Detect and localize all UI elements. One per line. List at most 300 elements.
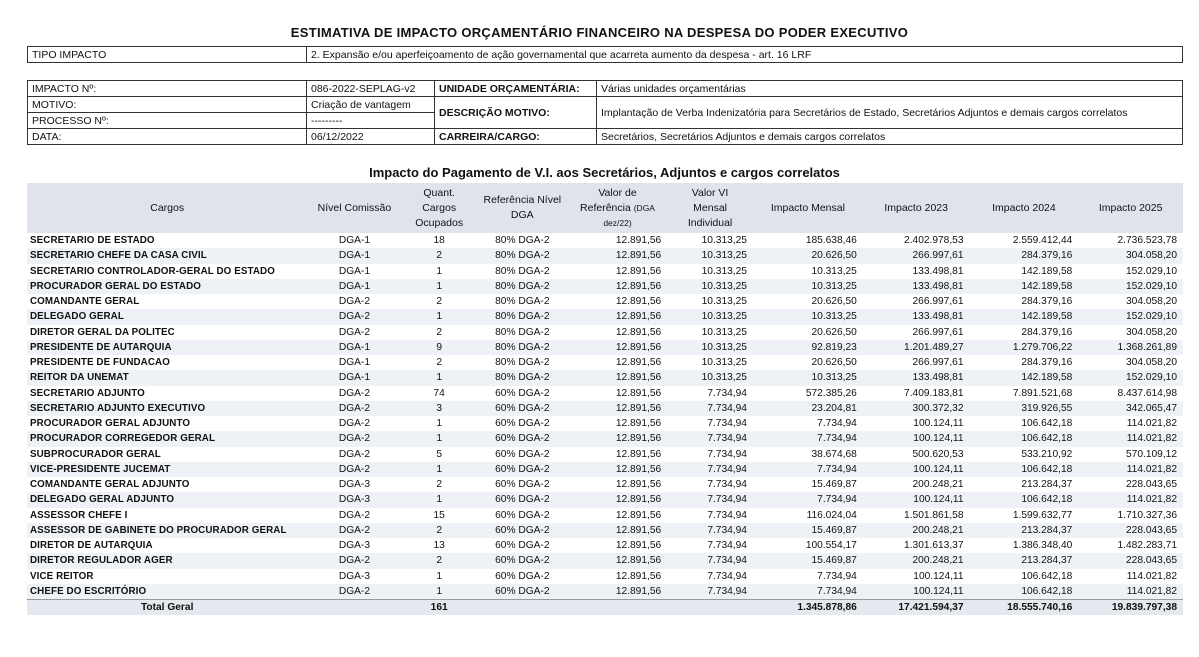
cell-quant: 2 (436, 326, 442, 338)
cell-referencia: 80% DGA-2 (477, 248, 568, 263)
cell-impacto-2023: 1.201.489,27 (863, 340, 970, 355)
cell-impacto-mensal: 7.734,94 (817, 418, 857, 430)
cell-nivel: DGA-1 (338, 357, 370, 369)
cell-valor-referencia: 12.891,56 (615, 509, 662, 521)
cell-impacto-2024: 533.210,92 (1021, 448, 1073, 460)
cell-valor-referencia: 12.891,56 (615, 570, 662, 582)
cell-impacto-2024: 142.189,58 (970, 279, 1079, 294)
section-title: Impacto do Pagamento de V.I. aos Secretários, Adjuntos e cargos correlatos (369, 165, 840, 180)
cell-referencia: 60% DGA-2 (477, 462, 568, 477)
cell-valor-vi: 7.734,94 (667, 401, 753, 416)
table-row (27, 569, 1183, 584)
col-impacto-mensal: Impacto Mensal (753, 183, 863, 233)
cell-impacto-2025: 228.043,65 (1078, 553, 1183, 568)
cell-impacto-2025: 114.021,82 (1126, 570, 1177, 582)
cell-quant: 18 (433, 235, 445, 247)
cell-impacto-2023: 100.124,11 (863, 431, 970, 446)
cell-cargo: SECRETARIO CHEFE DA CASA CIVIL (27, 248, 307, 263)
processo-value: --------- (307, 113, 435, 129)
cell-impacto-2023: 133.498,81 (912, 265, 964, 277)
cell-quant: 1 (402, 462, 477, 477)
cell-impacto-2025: 152.029,10 (1126, 265, 1177, 277)
cell-cargo: PRESIDENTE DE FUNDACAO (30, 357, 170, 369)
cell-impacto-2023: 200.248,21 (863, 523, 970, 538)
cell-cargo: CHEFE DO ESCRITÓRIO (27, 584, 307, 600)
table-row (27, 325, 1183, 340)
cell-impacto-2023: 300.372,32 (863, 401, 970, 416)
cell-impacto-mensal: 7.734,94 (753, 584, 863, 600)
cell-cargo: PRESIDENTE DE AUTARQUIA (27, 340, 307, 355)
cell-referencia: 60% DGA-2 (477, 553, 568, 568)
cell-impacto-mensal: 7.734,94 (817, 570, 857, 582)
cell-valor-vi: 10.313,25 (667, 370, 753, 385)
cell-impacto-2023: 100.124,11 (863, 462, 970, 477)
cell-quant: 2 (436, 296, 442, 308)
cell-impacto-2024: 106.642,18 (970, 462, 1079, 477)
cell-cargo: DIRETOR GERAL DA POLITEC (30, 326, 175, 338)
info-table (27, 80, 1183, 145)
cell-quant: 3 (402, 401, 477, 416)
cell-cargo: ASSESSOR DE GABINETE DO PROCURADOR GERAL (27, 523, 307, 538)
cell-valor-referencia: 12.891,56 (568, 462, 667, 477)
processo-label: PROCESSO Nº: (28, 113, 307, 129)
cell-impacto-2023: 7.409.183,81 (904, 387, 964, 399)
cell-quant: 1 (402, 279, 477, 294)
cell-impacto-2023: 266.997,61 (912, 357, 964, 369)
cell-impacto-2025: 304.058,20 (1126, 357, 1177, 369)
total-quant: 161 (402, 600, 477, 616)
cell-impacto-2023: 1.301.613,37 (904, 540, 964, 552)
carreira-label: CARREIRA/CARGO: (435, 129, 597, 145)
cell-referencia: 80% DGA-2 (495, 265, 550, 277)
cell-impacto-2023: 500.620,53 (912, 448, 964, 460)
cell-valor-vi: 10.313,25 (701, 357, 747, 369)
total-empty-ref (477, 600, 568, 616)
cell-impacto-2023: 100.124,11 (863, 492, 970, 507)
col-quant-line3: Ocupados (415, 216, 464, 229)
col-vi-line3: Individual (687, 216, 733, 229)
cell-impacto-2025: 228.043,65 (1078, 523, 1183, 538)
cell-referencia: 80% DGA-2 (477, 340, 568, 355)
cell-impacto-2024: 1.386.348,40 (1012, 540, 1073, 552)
cell-valor-vi: 7.734,94 (707, 570, 747, 582)
cell-impacto-2025: 228.043,65 (1126, 479, 1177, 491)
cell-valor-referencia: 12.891,56 (568, 279, 667, 294)
cell-nivel: DGA-2 (307, 462, 401, 477)
cell-valor-vi: 10.313,25 (701, 265, 747, 277)
table-row (27, 538, 1183, 553)
cell-cargo: SECRETARIO ADJUNTO EXECUTIVO (27, 401, 307, 416)
cell-impacto-mensal: 20.626,50 (753, 248, 863, 263)
cell-impacto-2025: 152.029,10 (1078, 279, 1183, 294)
table-body (27, 233, 1183, 600)
document-title: ESTIMATIVA DE IMPACTO ORÇAMENTÁRIO FINANCEIRO NA DESPESA DO PODER EXECUTIVO (290, 25, 909, 40)
cell-quant: 1 (402, 309, 477, 324)
cell-valor-vi: 7.734,94 (667, 431, 753, 446)
cell-valor-referencia: 12.891,56 (568, 584, 667, 600)
cell-cargo: PROCURADOR GERAL DO ESTADO (27, 279, 307, 294)
col-valref-line2: Referência (580, 201, 631, 214)
cell-nivel: DGA-2 (338, 296, 370, 308)
table-row (27, 370, 1183, 385)
cell-quant: 1 (436, 570, 442, 582)
cell-referencia: 80% DGA-2 (495, 296, 550, 308)
cell-valor-vi: 10.313,25 (701, 326, 747, 338)
table-row (27, 248, 1183, 263)
cell-impacto-2023: 100.124,11 (913, 570, 964, 582)
cell-impacto-2024: 284.379,16 (1021, 326, 1073, 338)
cell-valor-referencia: 12.891,56 (615, 418, 662, 430)
cell-impacto-2024: 142.189,58 (1021, 265, 1073, 277)
cell-impacto-2023: 266.997,61 (912, 326, 964, 338)
cell-impacto-mensal: 38.674,68 (811, 448, 857, 460)
cell-valor-vi: 10.313,25 (667, 340, 753, 355)
descricao-value: Implantação de Verba Indenizatória para Secretários de Estado, Secretários Adjuntos e demais cargos correlatos (597, 97, 1183, 129)
cell-valor-referencia: 12.891,56 (615, 296, 662, 308)
cell-valor-vi: 7.734,94 (667, 553, 753, 568)
total-empty-nivel (307, 600, 401, 616)
table-row (27, 264, 1183, 279)
cell-impacto-2024: 106.642,18 (970, 431, 1079, 446)
cell-impacto-2023: 133.498,81 (863, 279, 970, 294)
cell-impacto-2025: 304.058,20 (1126, 296, 1177, 308)
cell-cargo: SECRETARIO ADJUNTO (30, 387, 145, 399)
cell-impacto-2025: 114.021,82 (1078, 492, 1183, 507)
table-row (27, 340, 1183, 355)
cell-referencia: 60% DGA-2 (495, 448, 550, 460)
cell-cargo: VICE-PRESIDENTE JUCEMAT (27, 462, 307, 477)
impact-table (27, 183, 1183, 615)
cell-valor-referencia: 12.891,56 (568, 431, 667, 446)
cell-valor-vi: 7.734,94 (667, 523, 753, 538)
cell-valor-vi: 7.734,94 (667, 462, 753, 477)
cell-impacto-2023: 200.248,21 (863, 553, 970, 568)
cell-quant: 2 (436, 357, 442, 369)
cell-valor-vi: 7.734,94 (667, 584, 753, 600)
col-valor-vi (667, 183, 753, 233)
cell-cargo: REITOR DA UNEMAT (27, 370, 307, 385)
col-ref-line2: DGA (510, 209, 534, 221)
cell-nivel: DGA-1 (307, 370, 401, 385)
cell-quant: 13 (433, 540, 445, 552)
cell-cargo: DELEGADO GERAL ADJUNTO (27, 492, 307, 507)
table-header-row (27, 183, 1183, 233)
cell-referencia: 60% DGA-2 (477, 492, 568, 507)
cell-referencia: 80% DGA-2 (477, 279, 568, 294)
cell-valor-vi: 10.313,25 (701, 235, 747, 247)
col-referencia (477, 183, 568, 233)
cell-impacto-2024: 106.642,18 (1021, 418, 1073, 430)
cell-quant: 2 (402, 248, 477, 263)
cell-impacto-mensal: 10.313,25 (753, 370, 863, 385)
cell-nivel: DGA-2 (338, 448, 370, 460)
cell-quant: 1 (402, 370, 477, 385)
cell-nivel: DGA-2 (307, 553, 401, 568)
cell-cargo: DIRETOR DE AUTARQUIA (30, 540, 153, 552)
col-quant-line2: Cargos (422, 201, 457, 214)
cell-impacto-2024: 1.279.706,22 (970, 340, 1079, 355)
cell-referencia: 60% DGA-2 (477, 401, 568, 416)
cell-impacto-mensal: 15.469,87 (753, 553, 863, 568)
cell-referencia: 60% DGA-2 (495, 479, 550, 491)
cell-impacto-2025: 114.021,82 (1126, 418, 1177, 430)
cell-valor-referencia: 12.891,56 (615, 540, 662, 552)
cell-nivel: DGA-2 (307, 431, 401, 446)
cell-impacto-mensal: 10.313,25 (753, 279, 863, 294)
cell-referencia: 60% DGA-2 (477, 523, 568, 538)
cell-impacto-2025: 1.482.283,71 (1117, 540, 1177, 552)
table-row (27, 584, 1183, 600)
cell-cargo: VICE REITOR (30, 570, 94, 582)
table-row (27, 462, 1183, 477)
table-row (27, 523, 1183, 538)
cell-nivel: DGA-2 (307, 309, 401, 324)
cell-referencia: 60% DGA-2 (495, 509, 550, 521)
cell-quant: 1 (402, 492, 477, 507)
cell-valor-vi: 10.313,25 (701, 296, 747, 308)
col-quant-line1: Quant. (423, 186, 455, 199)
cell-valor-referencia: 12.891,56 (568, 523, 667, 538)
cell-impacto-2025: 342.065,47 (1078, 401, 1183, 416)
total-label: Total Geral (27, 600, 307, 616)
cell-impacto-2024: 106.642,18 (970, 492, 1079, 507)
cell-valor-referencia: 12.891,56 (615, 387, 662, 399)
total-impacto-mensal: 1.345.878,86 (753, 600, 863, 616)
col-cargos: Cargos (27, 183, 307, 233)
cell-valor-vi: 7.734,94 (707, 479, 747, 491)
cell-impacto-mensal: 20.626,50 (811, 296, 857, 308)
cell-impacto-mensal: 116.024,04 (806, 509, 857, 521)
cell-quant: 9 (402, 340, 477, 355)
cell-impacto-2023: 1.501.861,58 (904, 509, 964, 521)
impacto-label: IMPACTO Nº: (28, 81, 307, 97)
cell-valor-vi: 7.734,94 (667, 492, 753, 507)
cell-impacto-mensal: 20.626,50 (811, 326, 857, 338)
total-empty-vi (667, 600, 753, 616)
cell-valor-vi: 7.734,94 (707, 418, 747, 430)
cell-valor-referencia: 12.891,56 (568, 401, 667, 416)
cell-valor-referencia: 12.891,56 (615, 235, 662, 247)
cell-referencia: 80% DGA-2 (477, 370, 568, 385)
col-ref-line1: Referência Nível (483, 194, 562, 206)
total-row (27, 600, 1183, 616)
motivo-label: MOTIVO: (28, 97, 307, 113)
cell-valor-referencia: 12.891,56 (615, 326, 662, 338)
table-row (27, 431, 1183, 446)
table-row (27, 279, 1183, 294)
cell-cargo: DIRETOR REGULADOR AGER (27, 553, 307, 568)
col-impacto-2023: Impacto 2023 (863, 183, 970, 233)
cell-cargo: COMANDANTE GERAL ADJUNTO (30, 479, 190, 491)
cell-impacto-2025: 570.109,12 (1126, 448, 1177, 460)
cell-nivel: DGA-2 (338, 326, 370, 338)
cell-valor-vi: 7.734,94 (707, 448, 747, 460)
unidade-value: Várias unidades orçamentárias (597, 81, 1183, 97)
cell-nivel: DGA-2 (307, 401, 401, 416)
col-vi-line2: Mensal (693, 201, 727, 214)
cell-nivel: DGA-2 (307, 523, 401, 538)
col-valref-line4: dez/22) (603, 217, 632, 228)
cell-quant: 1 (436, 265, 442, 277)
cell-valor-referencia: 12.891,56 (568, 309, 667, 324)
cell-impacto-2023: 2.402.978,53 (904, 235, 964, 247)
cell-impacto-2025: 8.437.614,98 (1117, 387, 1177, 399)
cell-impacto-2025: 304.058,20 (1126, 326, 1177, 338)
cell-valor-referencia: 12.891,56 (568, 248, 667, 263)
total-impacto-2025: 19.839.797,38 (1078, 600, 1183, 616)
cell-valor-vi: 10.313,25 (667, 279, 753, 294)
table-row (27, 309, 1183, 324)
cell-impacto-2024: 7.891.521,68 (1012, 387, 1073, 399)
data-label: DATA: (28, 129, 307, 145)
carreira-value: Secretários, Secretários Adjuntos e demais cargos correlatos (597, 129, 1183, 145)
tipo-impacto-value: 2. Expansão e/ou aperfeiçoamento de ação governamental que acarreta aumento da despesa - art. 16 LRF (307, 47, 1183, 63)
cell-impacto-2023: 133.498,81 (863, 309, 970, 324)
table-row (27, 492, 1183, 507)
cell-impacto-2024: 106.642,18 (1021, 570, 1073, 582)
col-valref-line1: Valor de (598, 186, 637, 199)
cell-valor-referencia: 12.891,56 (615, 448, 662, 460)
cell-impacto-2025: 304.058,20 (1078, 248, 1183, 263)
table-row (27, 386, 1183, 401)
col-vi-line1: Valor VI (691, 186, 729, 199)
table-row (27, 294, 1183, 309)
cell-referencia: 60% DGA-2 (495, 418, 550, 430)
cell-valor-vi: 7.734,94 (707, 509, 747, 521)
cell-impacto-2024: 106.642,18 (970, 584, 1079, 600)
cell-nivel: DGA-2 (338, 509, 370, 521)
cell-impacto-2024: 213.284,37 (970, 523, 1079, 538)
cell-impacto-mensal: 20.626,50 (811, 357, 857, 369)
descricao-label: DESCRIÇÃO MOTIVO: (435, 97, 597, 129)
cell-referencia: 80% DGA-2 (477, 309, 568, 324)
cell-nivel: DGA-3 (338, 540, 370, 552)
cell-referencia: 60% DGA-2 (477, 431, 568, 446)
cell-quant: 2 (436, 479, 442, 491)
total-impacto-2024: 18.555.740,16 (970, 600, 1079, 616)
cell-referencia: 60% DGA-2 (495, 540, 550, 552)
unidade-label: UNIDADE ORÇAMENTÁRIA: (435, 81, 597, 97)
col-valref-line3: (DGA (633, 202, 655, 213)
col-quant (402, 183, 477, 233)
cell-impacto-2024: 142.189,58 (970, 309, 1079, 324)
total-empty-valref (568, 600, 667, 616)
cell-nivel: DGA-1 (307, 279, 401, 294)
cell-nivel: DGA-2 (307, 584, 401, 600)
cell-impacto-2025: 1.368.261,89 (1078, 340, 1183, 355)
cell-impacto-2025: 1.710.327,36 (1117, 509, 1177, 521)
cell-nivel: DGA-1 (307, 248, 401, 263)
cell-referencia: 80% DGA-2 (495, 235, 550, 247)
cell-cargo: DELEGADO GERAL (27, 309, 307, 324)
col-nivel: Nível Comissão (307, 183, 401, 233)
cell-impacto-2024: 319.926,55 (970, 401, 1079, 416)
cell-cargo: SECRETARIO CONTROLADOR-GERAL DO ESTADO (30, 265, 275, 277)
cell-valor-referencia: 12.891,56 (615, 357, 662, 369)
cell-impacto-mensal: 7.734,94 (753, 462, 863, 477)
cell-cargo: PROCURADOR GERAL ADJUNTO (30, 418, 191, 430)
cell-quant: 1 (436, 418, 442, 430)
col-impacto-2024: Impacto 2024 (970, 183, 1079, 233)
cell-referencia: 80% DGA-2 (495, 357, 550, 369)
cell-nivel: DGA-3 (338, 479, 370, 491)
cell-cargo: SUBPROCURADOR GERAL (30, 448, 161, 460)
cell-impacto-mensal: 572.385,26 (805, 387, 857, 399)
cell-nivel: DGA-1 (338, 235, 370, 247)
cell-cargo: SECRETARIO DE ESTADO (30, 235, 155, 247)
table-row (27, 233, 1183, 248)
cell-impacto-2023: 100.124,11 (913, 418, 964, 430)
cell-impacto-2023: 133.498,81 (863, 370, 970, 385)
motivo-value: Criação de vantagem (307, 97, 435, 113)
col-impacto-2025: Impacto 2025 (1078, 183, 1183, 233)
cell-impacto-mensal: 23.204,81 (753, 401, 863, 416)
cell-impacto-2025: 114.021,82 (1078, 431, 1183, 446)
cell-valor-vi: 10.313,25 (667, 309, 753, 324)
table-row (27, 447, 1183, 462)
cell-impacto-mensal: 92.819,23 (753, 340, 863, 355)
cell-impacto-mensal: 15.469,87 (811, 479, 857, 491)
cell-quant: 2 (402, 553, 477, 568)
cell-quant: 1 (402, 584, 477, 600)
cell-valor-referencia: 12.891,56 (568, 553, 667, 568)
cell-impacto-2024: 284.379,16 (1021, 357, 1073, 369)
cell-impacto-mensal: 7.734,94 (753, 431, 863, 446)
table-row (27, 553, 1183, 568)
cell-impacto-2023: 266.997,61 (912, 296, 964, 308)
cell-impacto-2025: 2.736.523,78 (1117, 235, 1177, 247)
cell-valor-vi: 10.313,25 (667, 248, 753, 263)
cell-referencia: 60% DGA-2 (495, 570, 550, 582)
cell-impacto-2024: 1.599.632,77 (1012, 509, 1073, 521)
table-row (27, 416, 1183, 431)
cell-impacto-2024: 213.284,37 (1021, 479, 1073, 491)
cell-quant: 15 (433, 509, 445, 521)
table-row (27, 401, 1183, 416)
cell-impacto-mensal: 10.313,25 (753, 309, 863, 324)
cell-impacto-2024: 2.559.412,44 (1012, 235, 1073, 247)
cell-impacto-2023: 266.997,61 (863, 248, 970, 263)
cell-impacto-2025: 152.029,10 (1078, 309, 1183, 324)
cell-impacto-2024: 142.189,58 (970, 370, 1079, 385)
cell-quant: 1 (402, 431, 477, 446)
cell-nivel: DGA-1 (338, 265, 370, 277)
cell-impacto-mensal: 15.469,87 (753, 523, 863, 538)
cell-impacto-2024: 213.284,37 (970, 553, 1079, 568)
cell-cargo: COMANDANTE GERAL (30, 296, 140, 308)
cell-valor-referencia: 12.891,56 (568, 340, 667, 355)
cell-valor-referencia: 12.891,56 (568, 492, 667, 507)
cell-referencia: 60% DGA-2 (477, 584, 568, 600)
cell-nivel: DGA-3 (338, 570, 370, 582)
cell-valor-vi: 7.734,94 (707, 540, 747, 552)
cell-nivel: DGA-2 (338, 418, 370, 430)
table-row (27, 355, 1183, 370)
cell-nivel: DGA-1 (307, 340, 401, 355)
cell-valor-referencia: 12.891,56 (568, 370, 667, 385)
cell-nivel: DGA-3 (307, 492, 401, 507)
cell-impacto-2025: 114.021,82 (1078, 584, 1183, 600)
cell-impacto-2023: 200.248,21 (912, 479, 964, 491)
cell-valor-referencia: 12.891,56 (615, 479, 662, 491)
data-value: 06/12/2022 (307, 129, 435, 145)
total-impacto-2023: 17.421.594,37 (863, 600, 970, 616)
col-valor-referencia (568, 183, 667, 233)
cell-valor-referencia: 12.891,56 (615, 265, 662, 277)
cell-quant: 5 (436, 448, 442, 460)
cell-impacto-2025: 114.021,82 (1078, 462, 1183, 477)
cell-impacto-mensal: 7.734,94 (753, 492, 863, 507)
